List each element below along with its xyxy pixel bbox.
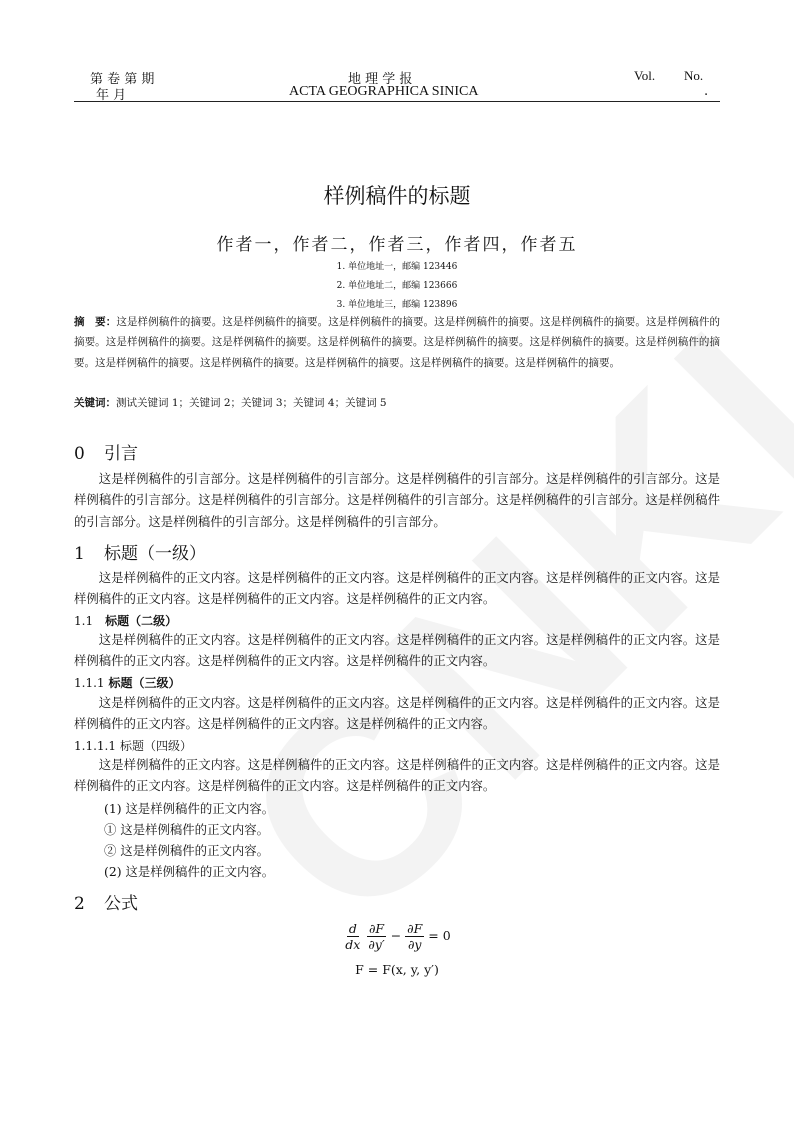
paragraph-introduction: 这是样例稿件的引言部分。这是样例稿件的引言部分。这是样例稿件的引言部分。这是样例稿件的引言部分。这是样例稿件的引言部分。这是样例稿件的引言部分。这是样例稿件的引言部分。这是样例稿件的引言部分。这是样例稿件的引言部分。这是样例稿件的引言部分。这是样例稿件的引言部分。 xyxy=(74,471,720,529)
section-number: 1 xyxy=(74,544,85,564)
section-heading-1-1 xyxy=(74,612,177,629)
fraction-d-dx xyxy=(343,921,362,952)
equation-functional: F = F(x, y, y′) xyxy=(355,962,439,977)
affiliation-1: 1. 单位地址一，邮编 123446 xyxy=(336,262,458,272)
section-number: 0 xyxy=(74,444,85,464)
paragraph-section-1: 这是样例稿件的正文内容。这是样例稿件的正文内容。这是样例稿件的正文内容。这是样例稿件的正文内容。这是样例稿件的正文内容。这是样例稿件的正文内容。这是样例稿件的正文内容。 xyxy=(74,570,720,607)
list-item: ② 这是样例稿件的正文内容。 xyxy=(104,843,270,858)
list-item: ① 这是样例稿件的正文内容。 xyxy=(104,822,270,837)
header-rule xyxy=(74,101,720,102)
section-number: 1.1.1 xyxy=(74,676,105,690)
section-title: 标题（三级） xyxy=(108,676,181,690)
paragraph-section-1-1: 这是样例稿件的正文内容。这是样例稿件的正文内容。这是样例稿件的正文内容。这是样例稿件的正文内容。这是样例稿件的正文内容。这是样例稿件的正文内容。这是样例稿件的正文内容。 xyxy=(74,632,720,669)
paragraph-section-1-1-1: 这是样例稿件的正文内容。这是样例稿件的正文内容。这是样例稿件的正文内容。这是样例稿件的正文内容。这是样例稿件的正文内容。这是样例稿件的正文内容。这是样例稿件的正文内容。 xyxy=(74,695,720,732)
header-no: No. xyxy=(684,68,704,83)
header-journal-en: ACTA GEOGRAPHICA SINICA xyxy=(289,84,479,99)
list-item: (2) 这是样例稿件的正文内容。 xyxy=(104,864,275,879)
list-item: (1) 这是样例稿件的正文内容。 xyxy=(104,801,275,816)
section-title: 标题（二级） xyxy=(105,614,178,628)
equation-rhs: = 0 xyxy=(428,928,451,943)
fraction-partial-y-prime xyxy=(366,921,386,952)
abstract-label: 摘 要： xyxy=(74,316,117,328)
keywords-label: 关键词： xyxy=(74,397,116,409)
affiliation-2: 2. 单位地址二，邮编 123666 xyxy=(336,281,458,291)
author-list: 作者一，作者二，作者三，作者四，作者五 xyxy=(216,235,578,255)
equation-euler-lagrange xyxy=(0,921,794,952)
section-title: 公式 xyxy=(104,894,138,914)
section-heading-2 xyxy=(74,889,138,914)
fraction-denominator: ∂y xyxy=(407,937,422,952)
header-vol: Vol. xyxy=(634,68,656,83)
section-heading-1 xyxy=(74,539,206,564)
section-number: 1.1 xyxy=(74,614,94,628)
abstract-text: 这是样例稿件的摘要。这是样例稿件的摘要。这是样例稿件的摘要。这是样例稿件的摘要。这是样例稿件的摘要。这是样例稿件的摘要。这是样例稿件的摘要。这是样例稿件的摘要。这是样例稿件的摘要。这是样例稿件的摘要。这是样例稿件的摘要。这是样例稿件的摘要。这是样例稿件的摘要。这是样例稿件的摘要。这是样例稿件的摘要。这是样例稿件的摘要。这是样例稿件的摘要。 xyxy=(74,316,721,369)
fraction-denominator: ∂y′ xyxy=(368,937,385,952)
fraction-denominator: dx xyxy=(345,937,361,952)
section-title: 标题（四级） xyxy=(119,739,192,753)
fraction-numerator: ∂F xyxy=(407,921,423,936)
section-number: 1.1.1.1 xyxy=(74,739,116,753)
header-period: . xyxy=(704,84,709,99)
section-heading-1-1-1 xyxy=(74,674,181,691)
section-heading-0 xyxy=(74,439,138,464)
fraction-partial-y xyxy=(405,921,424,952)
abstract xyxy=(74,312,720,373)
keywords xyxy=(74,395,720,410)
section-number: 2 xyxy=(74,894,85,914)
paragraph-section-1-1-1-1: 这是样例稿件的正文内容。这是样例稿件的正文内容。这是样例稿件的正文内容。这是样例稿件的正文内容。这是样例稿件的正文内容。这是样例稿件的正文内容。这是样例稿件的正文内容。 xyxy=(74,757,720,794)
minus-sign: − xyxy=(390,928,402,943)
paper-title: 样例稿件的标题 xyxy=(323,184,471,208)
fraction-numerator: d xyxy=(348,921,357,936)
keywords-text: 测试关键词 1；关键词 2；关键词 3；关键词 4；关键词 5 xyxy=(116,397,387,409)
fraction-numerator: ∂F xyxy=(368,921,385,936)
watermark xyxy=(183,268,794,982)
section-heading-1-1-1-1 xyxy=(74,737,192,754)
header-date: 年 月 xyxy=(96,88,127,103)
header-journal-cn: 地 理 学 报 xyxy=(348,72,413,87)
section-title: 引言 xyxy=(104,444,138,464)
section-title: 标题（一级） xyxy=(104,544,206,564)
affiliation-3: 3. 单位地址三，邮编 123896 xyxy=(336,300,458,310)
header-issue: 第 卷 第 期 xyxy=(90,72,155,87)
